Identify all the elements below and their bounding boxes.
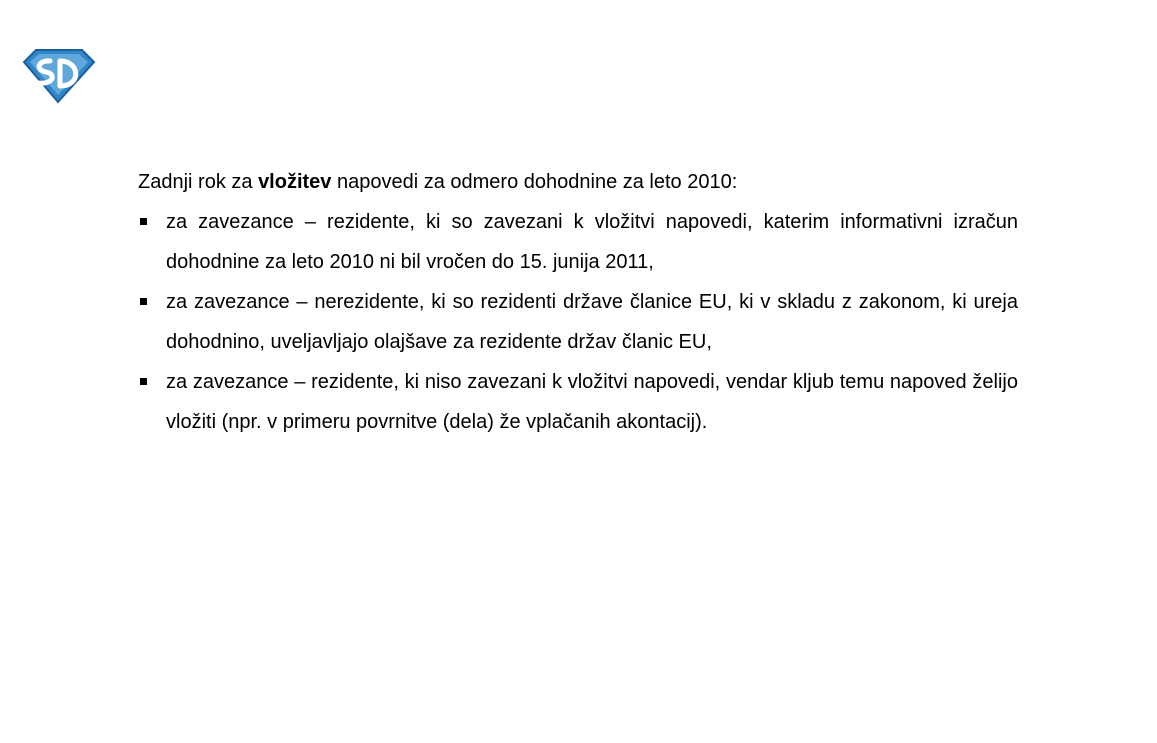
bullet-text: za zavezance – nerezidente, ki so rezidenti države članice EU, ki v skladu z zakonom, ki ureja dohodnino, uveljavljajo olajšave za rezidente držav članic EU, [166,291,1018,353]
bullet-text: za zavezance – rezidente, ki niso zavezani k vložitvi napovedi, vendar kljub temu napoved želijo vložiti (npr. v primeru povrnitve (dela) že vplačanih akontacij). [166,371,1018,433]
company-logo [22,48,96,104]
bullet-item [138,362,1018,442]
bullet-list [138,202,1018,442]
intro-text-before: Zadnji rok za [138,171,259,193]
bullet-item [138,282,1018,362]
square-bullet-icon [140,218,147,225]
shield-logo-icon [22,48,96,104]
square-bullet-icon [140,298,147,305]
intro-line [138,162,1018,202]
square-bullet-icon [140,378,147,385]
bullet-text: za zavezance – rezidente, ki so zavezani k vložitvi napovedi, katerim informativni izračun dohodnine za leto 2010 ni bil vročen do 15. junija 2011, [166,211,1018,273]
intro-text-after: napovedi za odmero dohodnine za leto 2010: [331,171,738,193]
bullet-item [138,202,1018,282]
deadline-text [138,162,1018,442]
intro-bold-word: vložitev [258,171,332,193]
